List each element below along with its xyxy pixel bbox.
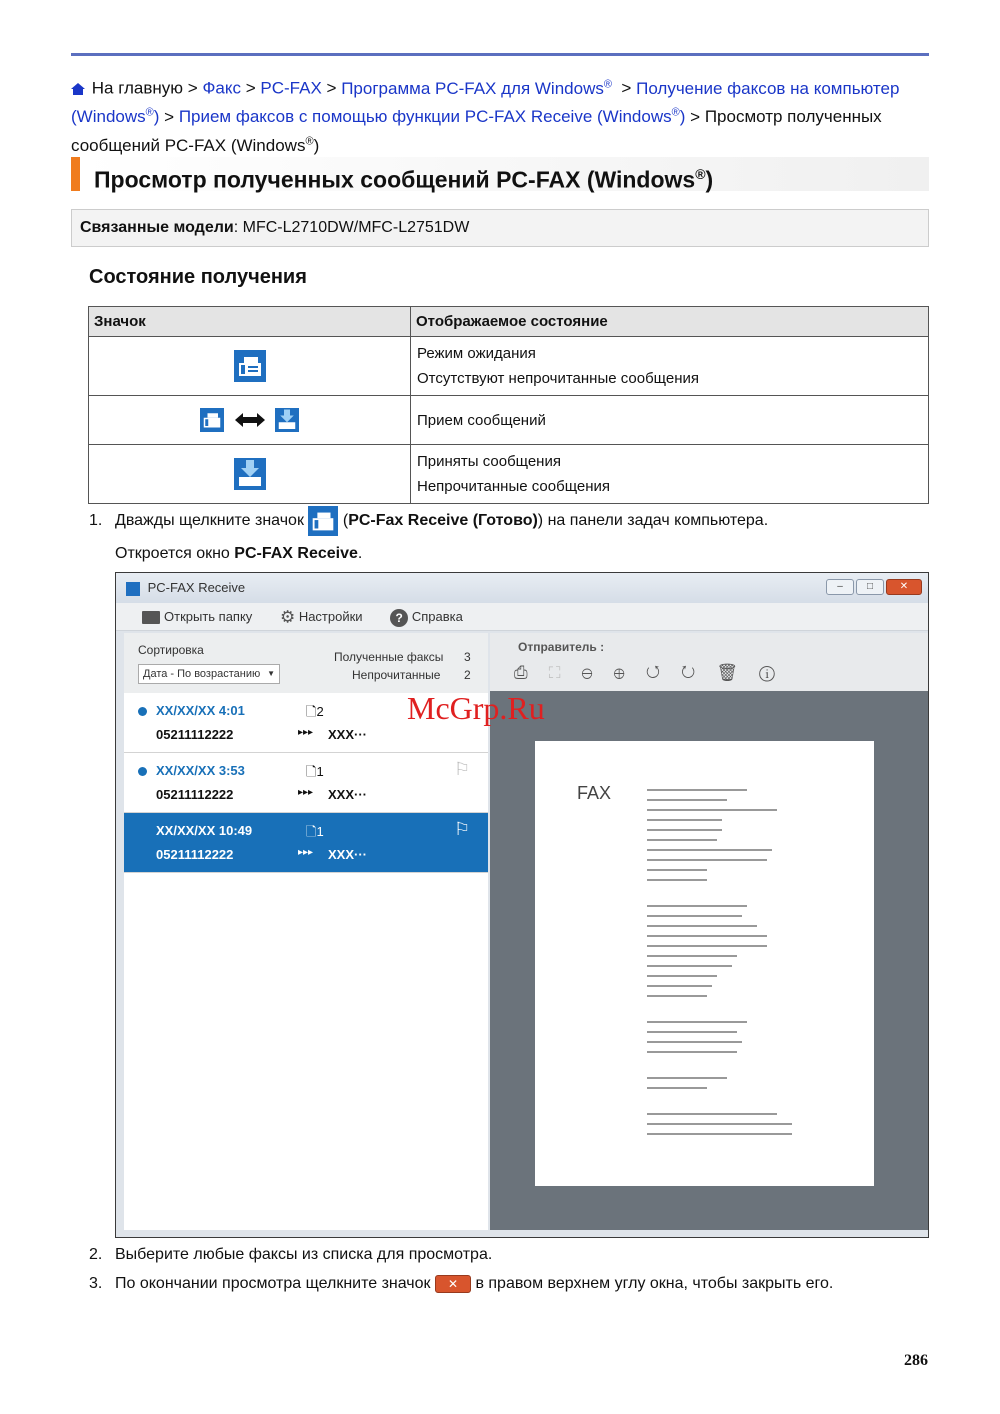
doc-line — [647, 975, 717, 977]
pcfax-receive-window — [115, 572, 929, 1238]
state-text: Прием сообщений — [417, 411, 546, 429]
doc-line — [647, 945, 767, 947]
settings-button[interactable]: ⚙ Настройки — [279, 607, 363, 627]
doc-line — [647, 955, 737, 957]
status-table — [88, 306, 929, 504]
doc-line — [647, 819, 722, 821]
window-title: PC-FAX Receive — [147, 580, 246, 595]
page-icon: 🗋 — [306, 764, 317, 779]
page-icon: 🗋 — [306, 824, 317, 839]
fax-list-item[interactable]: XX/XX/XX 4:01 🗋2 05211112222 ▸▸▸ XXX··· — [124, 693, 488, 753]
page-title-bar — [71, 157, 929, 191]
doc-line — [647, 1031, 737, 1033]
breadcrumb-pcfax[interactable]: PC-FAX — [260, 78, 322, 98]
doc-line — [647, 915, 742, 917]
related-models — [71, 209, 929, 247]
page-number: 286 — [904, 1352, 928, 1369]
sort-select[interactable]: Дата - По возрастанию ▼ — [138, 664, 280, 684]
breadcrumb-home[interactable]: На главную — [91, 78, 184, 98]
doc-line — [647, 829, 722, 831]
doc-line — [647, 1087, 707, 1089]
doc-line — [647, 1041, 742, 1043]
close-icon: ✕ — [435, 1275, 471, 1293]
unread-dot-icon — [138, 707, 147, 716]
step-1: 1. Дважды щелкните значок (PC-Fax Receive (Готово)) на панели задач компьютера. — [89, 506, 768, 536]
doc-line — [647, 1021, 747, 1023]
folder-icon — [142, 611, 160, 624]
help-button[interactable]: ? Справка — [390, 609, 463, 624]
fax-list-item[interactable]: XX/XX/XX 3:53 🗋1 ⚐ 05211112222 ▸▸▸ XXX··· — [124, 753, 488, 813]
double-arrow-icon — [235, 412, 265, 428]
breadcrumb: На главную > Факс > PC-FAX > Программа PC-FAX для Windows® > Получение факсов на компьютер (Windows®) > Прием факсов с помощью функции PC-FAX Receive (Windows®) > Просмотр полученных сообщений PC-FAX (Windows®) — [71, 78, 900, 155]
flag-icon[interactable]: ⚐ — [454, 759, 471, 779]
state-text: Отсутствуют непрочитанные сообщения — [417, 370, 699, 387]
fax-ready-icon — [200, 408, 224, 432]
state-text: Режим ожидания — [417, 345, 536, 362]
col-icon-header: Значок — [89, 307, 411, 337]
doc-line — [647, 1133, 792, 1135]
doc-line — [647, 869, 707, 871]
preview-header — [490, 633, 928, 691]
received-label: Полученные факсы — [334, 650, 444, 664]
arrow-icon: ▸▸▸ — [298, 787, 314, 798]
pcfax-tray-icon — [308, 506, 338, 536]
list-header — [124, 633, 488, 693]
chevron-down-icon: ▼ — [267, 669, 275, 678]
doc-line — [647, 995, 707, 997]
doc-line — [647, 859, 767, 861]
doc-line — [647, 809, 777, 811]
doc-line — [647, 1113, 777, 1115]
sort-label: Сортировка — [138, 643, 204, 657]
doc-line — [647, 925, 757, 927]
doc-line — [647, 839, 717, 841]
doc-line — [647, 789, 747, 791]
fit-icon[interactable]: ⛶ — [548, 663, 582, 682]
page-title: Просмотр полученных сообщений PC-FAX (Windows®) — [94, 166, 714, 193]
doc-line — [647, 1077, 727, 1079]
breadcrumb-current: Просмотр полученных сообщений PC-FAX (Windows®) — [71, 107, 882, 155]
zoom-in-icon[interactable]: ⊕ — [613, 663, 646, 682]
pages-count: 🗋1 — [306, 824, 324, 839]
doc-line — [647, 935, 767, 937]
col-state-header: Отображаемое состояние — [411, 307, 929, 337]
page-icon: 🗋 — [306, 704, 317, 719]
trash-icon[interactable]: 🗑 — [716, 663, 759, 682]
fax-ready-icon — [234, 350, 266, 382]
info-icon[interactable]: ⓘ — [758, 663, 796, 682]
unread-count: 2 — [464, 668, 471, 682]
arrow-icon: ▸▸▸ — [298, 847, 314, 858]
doc-line — [647, 849, 772, 851]
breadcrumb-pcfax-program[interactable]: Программа PC-FAX для Windows® — [341, 78, 612, 98]
doc-line — [647, 1123, 792, 1125]
gear-icon: ⚙ — [279, 607, 296, 627]
unread-dot-icon — [138, 767, 147, 776]
open-folder-button[interactable]: Открыть папку — [142, 609, 252, 624]
fax-list-item-selected[interactable]: XX/XX/XX 10:49 🗋1 ⚐ 05211112222 ▸▸▸ XXX··· — [124, 813, 488, 873]
doc-line — [647, 985, 712, 987]
window-titlebar — [116, 573, 928, 603]
fax-received-icon — [234, 458, 266, 490]
app-toolbar — [116, 603, 928, 631]
breadcrumb-pcfax-receive[interactable]: Прием факсов с помощью функции PC-FAX Receive (Windows®) — [178, 106, 686, 127]
received-count: 3 — [464, 650, 471, 664]
print-icon[interactable]: ⎙ — [514, 663, 549, 682]
doc-line — [647, 879, 707, 881]
zoom-out-icon[interactable]: ⊖ — [581, 663, 614, 682]
pages-count: 🗋2 — [306, 704, 324, 719]
breadcrumb-fax[interactable]: Факс — [202, 78, 241, 98]
minimize-button[interactable]: – — [826, 579, 854, 595]
rotate-left-icon[interactable]: ↺ — [645, 663, 682, 682]
step-3: 3. По окончании просмотра щелкните значок ✕ в правом верхнем углу окна, чтобы закрыть его. — [89, 1275, 834, 1293]
rotate-right-icon[interactable]: ↻ — [681, 663, 717, 682]
doc-line — [647, 1051, 737, 1053]
sender-label: Отправитель : — [518, 640, 605, 654]
maximize-button[interactable]: □ — [856, 579, 884, 595]
doc-line — [647, 799, 727, 801]
watermark: McGrp.Ru — [407, 690, 545, 726]
top-rule — [71, 53, 929, 56]
pages-count: 🗋1 — [306, 764, 324, 779]
close-button[interactable]: ✕ — [886, 579, 922, 595]
unread-label: Непрочитанные — [352, 668, 441, 682]
fax-document-preview — [535, 741, 874, 1186]
doc-line — [647, 965, 732, 967]
state-text: Непрочитанные сообщения — [417, 478, 610, 495]
state-text: Приняты сообщения — [417, 453, 561, 470]
fax-receiving-icon — [275, 408, 299, 432]
home-icon[interactable] — [71, 83, 85, 95]
section-title: Состояние получения — [89, 266, 307, 288]
step-1-sub: Откроется окно PC-FAX Receive. — [115, 545, 363, 562]
arrow-icon: ▸▸▸ — [298, 727, 314, 738]
help-icon: ? — [390, 609, 408, 627]
doc-line — [647, 905, 747, 907]
fax-doc-label: FAX — [577, 783, 612, 803]
breadcrumb-receive-to-pc[interactable]: Получение факсов на компьютер (Windows®) — [71, 78, 900, 127]
fax-preview-pane — [490, 633, 928, 1230]
app-icon — [126, 582, 140, 596]
step-2: 2. Выберите любые факсы из списка для просмотра. — [89, 1246, 493, 1263]
flag-icon[interactable]: ⚐ — [454, 819, 471, 839]
models-value: : MFC-L2710DW/MFC-L2751DW — [233, 219, 470, 236]
models-label: Связанные модели — [80, 219, 234, 236]
